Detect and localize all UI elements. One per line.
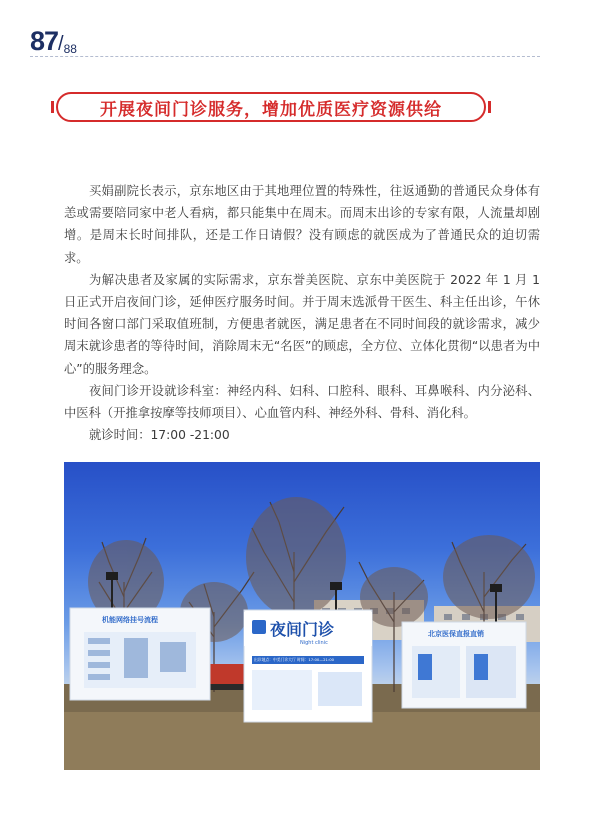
current-page: 87 [30,26,59,56]
page-number [30,26,77,57]
section-title: 开展夜间门诊服务，增加优质医疗资源供给 [100,99,442,120]
section-title-box [56,92,486,122]
paragraph-2: 为解决患者及家属的实际需求，京东誉美医院、京东中美医院于 2022 年 1 月 1 日正式开启夜间门诊，延伸医疗服务时间。并于周末选派骨干医生、科主任出诊，午休时间各窗口部门采取值班制，方便患者就医，满足患者在不同时间段的就诊需求，减少周末就诊患者的等待时间，消除周末无“名医”的顾虑，全方位、立体化贯彻“以患者为中心”的服务理念。 [64,272,540,376]
total-pages: 88 [63,42,77,56]
left-board-title: 机能网络挂号流程 [102,616,158,624]
header-divider [30,56,540,57]
center-board-title: 夜间门诊 [270,620,335,639]
paragraph-4: 就诊时间：17:00 -21:00 [89,428,230,443]
right-board-title: 北京医保直报直销 [428,630,484,638]
center-board-subtitle: Night clinic [300,640,328,646]
page-separator: / [58,33,64,55]
night-clinic-photo [64,462,540,770]
paragraph-1: 买娟副院长表示，京东地区由于其地理位置的特殊性，往返通勤的普通民众身体有恙或需要陪同家中老人看病，都只能集中在周末。而周末出诊的专家有限，人流量却剧增。是周末长时间排队，还是工作日请假？没有顾虑的就医成为了普通民众的迫切需求。 [64,184,540,265]
article-body [64,180,540,446]
center-board-info: 出诊地点：中美门诊大厅 时间：17:00—21:00 [254,657,335,662]
paragraph-3: 夜间门诊开设就诊科室：神经内科、妇科、口腔科、眼科、耳鼻喉科、内分泌科、中医科（开推拿按摩等技师项目）、心血管内科、神经外科、骨科、消化科。 [64,383,540,421]
